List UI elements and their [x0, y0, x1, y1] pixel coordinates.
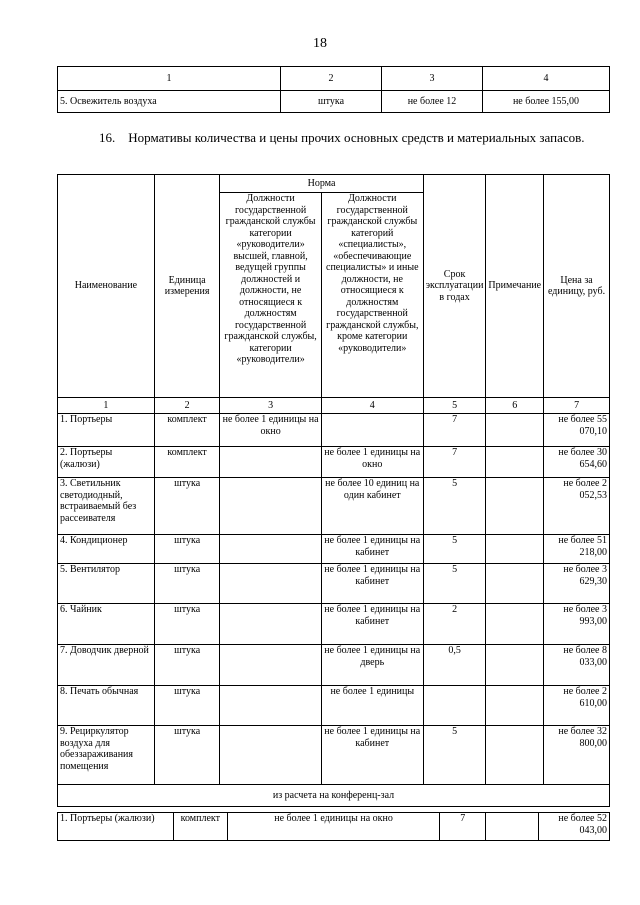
conference-row-price: не более 52 043,00 [539, 813, 610, 841]
row-price: не более 32 800,00 [544, 726, 610, 785]
col-number: 7 [544, 398, 610, 414]
row-norm2: не более 1 единицы на кабинет [321, 604, 423, 645]
row-note [486, 414, 544, 447]
page-number: 18 [313, 36, 327, 51]
row-price: не более 2 610,00 [544, 686, 610, 726]
row-note [486, 564, 544, 604]
conference-row-term: 7 [440, 813, 486, 841]
row-norm1 [220, 564, 321, 604]
table-row [58, 686, 610, 726]
row-norm1 [220, 726, 321, 785]
row-note [486, 604, 544, 645]
row-note [486, 535, 544, 564]
header-norm-col2: Должности государственной гражданской службы категорий «специалисты», «обеспечивающие специалисты» и иные должности, не относящиеся к должностям государственной гражданской службы, кроме категории «руководители» [321, 193, 423, 398]
row-unit: штука [154, 564, 220, 604]
row-name: 8. Печать обычная [58, 686, 155, 726]
table-row [58, 564, 610, 604]
row-term: 0,5 [423, 645, 486, 686]
row-norm1 [220, 645, 321, 686]
row-term: 5 [423, 726, 486, 785]
row-price: не более 3 993,00 [544, 604, 610, 645]
col-number: 1 [58, 398, 155, 414]
row-name: 9. Рециркулятор воздуха для обеззараживания помещения [58, 726, 155, 785]
row-note [486, 478, 544, 535]
row-price: не более 8 033,00 [544, 645, 610, 686]
section-number: 16. [99, 130, 116, 145]
row-name: 3. Светильник светодиодный, встраиваемый без рассеивателя [58, 478, 155, 535]
header-unit: Единица измерения [154, 175, 220, 398]
top-table-header-cell: 2 [281, 67, 382, 91]
table-row [58, 645, 610, 686]
row-price: не более 30 654,60 [544, 447, 610, 478]
row-norm2: не более 1 единицы на кабинет [321, 564, 423, 604]
header-norm: Норма [220, 175, 423, 193]
row-name: 5. Вентилятор [58, 564, 155, 604]
col-number: 5 [423, 398, 486, 414]
row-note [486, 645, 544, 686]
row-term: 7 [423, 447, 486, 478]
row-unit: штука [154, 604, 220, 645]
row-note [486, 447, 544, 478]
row-norm2: не более 1 единицы на кабинет [321, 726, 423, 785]
row-price: не более 3 629,30 [544, 564, 610, 604]
row-norm1 [220, 604, 321, 645]
row-name: 1. Портьеры [58, 414, 155, 447]
row-note [486, 726, 544, 785]
row-norm2: не более 1 единицы на дверь [321, 645, 423, 686]
row-term: 2 [423, 604, 486, 645]
table-row [58, 478, 610, 535]
row-name: 4. Кондиционер [58, 535, 155, 564]
row-term: 5 [423, 535, 486, 564]
row-name: 6. Чайник [58, 604, 155, 645]
row-unit: штука [154, 478, 220, 535]
col-number: 4 [321, 398, 423, 414]
row-unit: штука [154, 535, 220, 564]
conference-table [57, 812, 610, 841]
row-norm2 [321, 414, 423, 447]
row-term: 5 [423, 478, 486, 535]
table-row [58, 414, 610, 447]
col-number: 6 [486, 398, 544, 414]
header-term: Срок эксплуатации в годах [423, 175, 486, 398]
header-norm-col1: Должности государственной гражданской службы категории «руководители» высшей, главной, ведущей группы должностей и должности, не относящиеся к должностям государственной гражданской службы, категории «руководители» [220, 193, 321, 398]
top-table-header-cell: 4 [483, 67, 610, 91]
table-row [58, 726, 610, 785]
table-row [58, 447, 610, 478]
conference-hall-label: из расчета на конференц-зал [58, 785, 610, 807]
conference-row-name: 1. Портьеры (жалюзи) [58, 813, 174, 841]
top-table-cell: 5. Освежитель воздуха [58, 91, 281, 113]
top-table-cell: штука [281, 91, 382, 113]
top-table [57, 66, 610, 113]
row-term: 7 [423, 414, 486, 447]
col-number: 2 [154, 398, 220, 414]
row-norm1 [220, 686, 321, 726]
col-number: 3 [220, 398, 321, 414]
top-table-cell: не более 12 [382, 91, 483, 113]
row-norm2: не более 10 единиц на один кабинет [321, 478, 423, 535]
row-unit: штука [154, 726, 220, 785]
row-price: не более 2 052,53 [544, 478, 610, 535]
row-norm2: не более 1 единицы [321, 686, 423, 726]
norms-table [57, 174, 610, 807]
row-unit: комплект [154, 447, 220, 478]
row-unit: комплект [154, 414, 220, 447]
row-norm1: не более 1 единицы на окно [220, 414, 321, 447]
header-price: Цена за единицу, руб. [544, 175, 610, 398]
section-heading [57, 129, 610, 146]
table-row [58, 604, 610, 645]
row-norm1 [220, 478, 321, 535]
conference-row-note [486, 813, 539, 841]
row-norm2: не более 1 единицы на окно [321, 447, 423, 478]
row-unit: штука [154, 645, 220, 686]
conference-row-norm: не более 1 единицы на окно [227, 813, 440, 841]
row-price: не более 55 070,10 [544, 414, 610, 447]
top-table-cell: не более 155,00 [483, 91, 610, 113]
row-norm1 [220, 447, 321, 478]
table-row [58, 813, 610, 841]
header-note: Примечание [486, 175, 544, 398]
conference-row-unit: комплект [173, 813, 227, 841]
row-price: не более 51 218,00 [544, 535, 610, 564]
table-row [58, 535, 610, 564]
top-table-header-cell: 1 [58, 67, 281, 91]
section-title: Нормативы количества и цены прочих основных средств и материальных запасов. [128, 130, 585, 145]
row-note [486, 686, 544, 726]
row-norm1 [220, 535, 321, 564]
row-name: 2. Портьеры (жалюзи) [58, 447, 155, 478]
row-norm2: не более 1 единицы на кабинет [321, 535, 423, 564]
row-name: 7. Доводчик дверной [58, 645, 155, 686]
top-table-header-cell: 3 [382, 67, 483, 91]
row-unit: штука [154, 686, 220, 726]
row-term: 5 [423, 564, 486, 604]
header-name: Наименование [58, 175, 155, 398]
row-term [423, 686, 486, 726]
